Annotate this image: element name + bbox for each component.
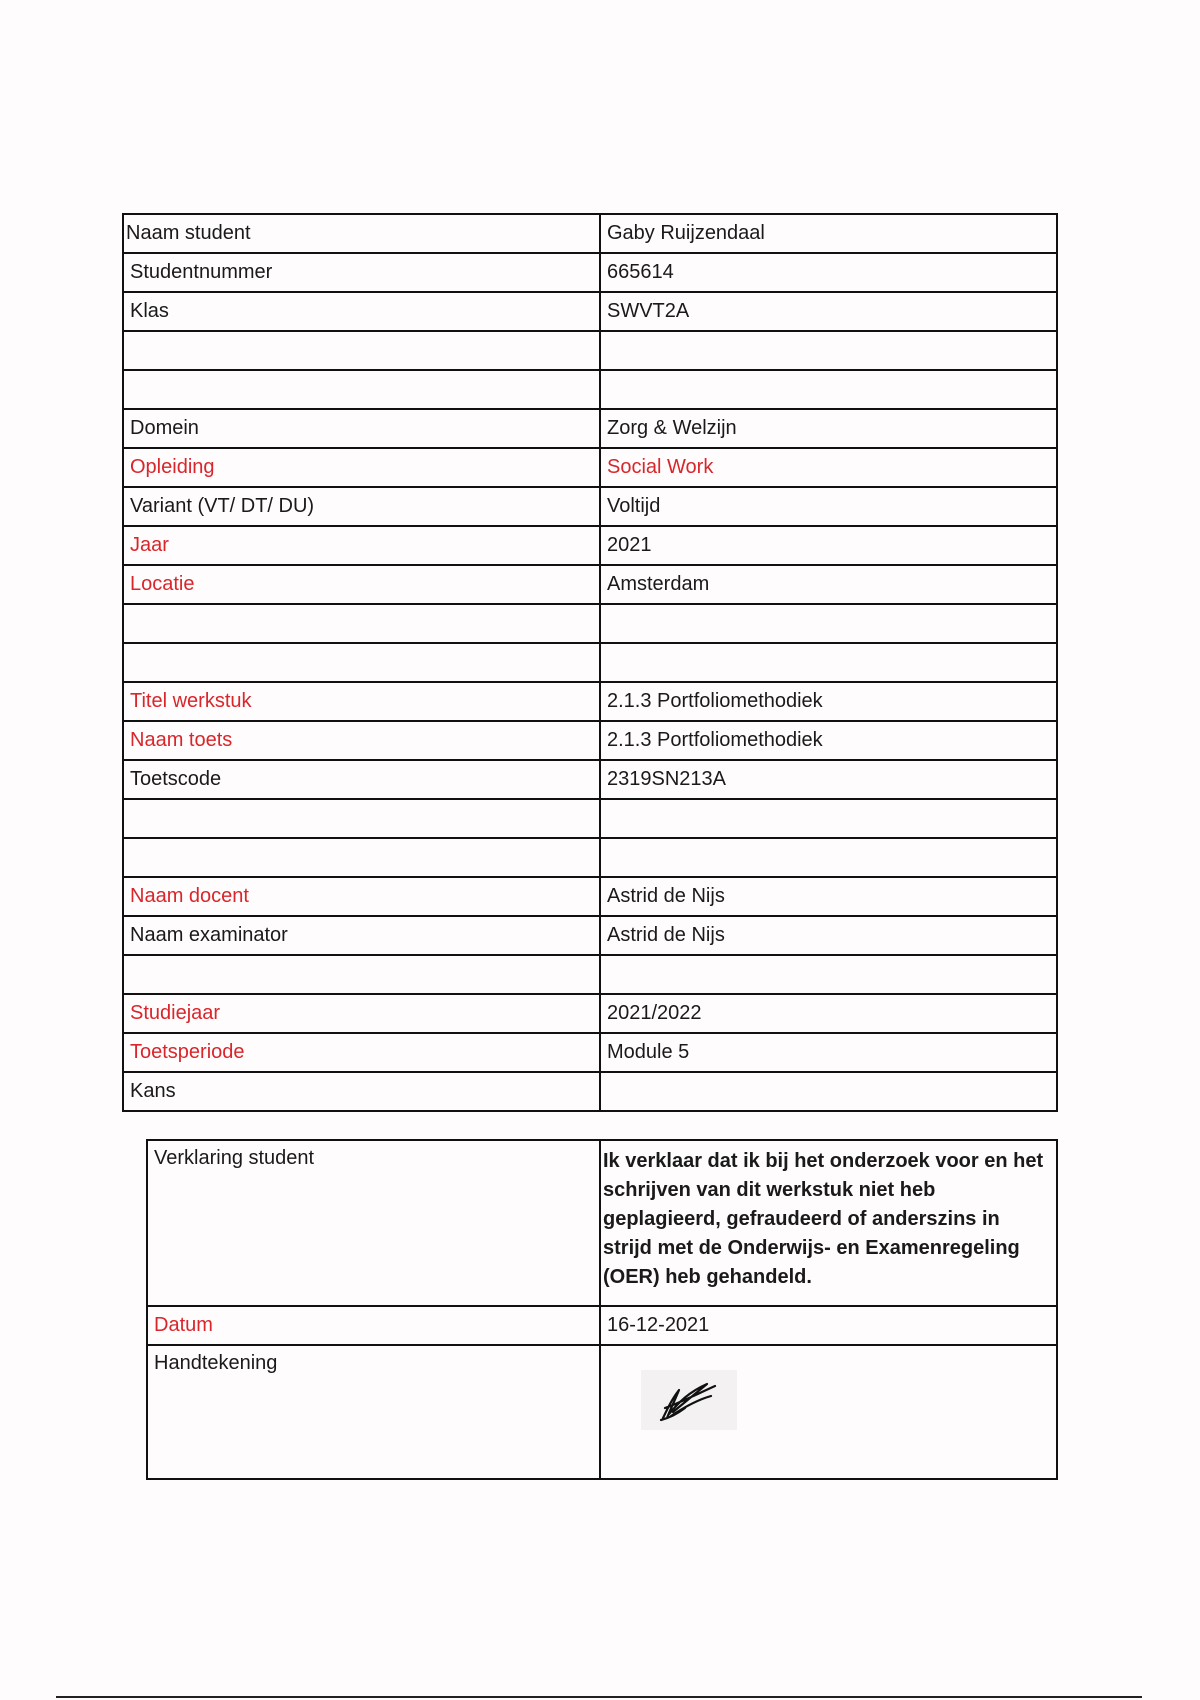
field-value-naam-toets: 2.1.3 Portfoliomethodiek <box>600 721 1057 760</box>
field-value-naam-docent: Astrid de Nijs <box>600 877 1057 916</box>
field-label-opleiding: Opleiding <box>123 448 600 487</box>
empty-cell <box>600 955 1057 994</box>
table-row <box>123 253 1057 292</box>
empty-cell <box>600 643 1057 682</box>
field-label-toetscode: Toetscode <box>123 760 600 799</box>
table-row <box>123 487 1057 526</box>
signature-icon <box>649 1374 729 1426</box>
date-value: 16-12-2021 <box>600 1306 1057 1345</box>
table-row-empty <box>123 604 1057 643</box>
empty-cell <box>123 838 600 877</box>
empty-cell <box>600 331 1057 370</box>
table-row <box>147 1306 1057 1345</box>
table-row-empty <box>123 643 1057 682</box>
table-row-empty <box>123 799 1057 838</box>
field-value-toetscode: 2319SN213A <box>600 760 1057 799</box>
declaration-text: Ik verklaar dat ik bij het onderzoek voor en het schrijven van dit werkstuk niet heb geplagieerd, gefraudeerd of anderszins in strijd met de Onderwijs- en Examenregeling (OER) heb gehandeld. <box>603 1150 1044 1288</box>
table-row <box>123 409 1057 448</box>
bottom-divider <box>56 1696 1142 1698</box>
empty-cell <box>123 643 600 682</box>
field-label-titel-werkstuk: Titel werkstuk <box>123 682 600 721</box>
signature-cell <box>600 1345 1057 1479</box>
signature-image <box>641 1370 737 1430</box>
empty-cell <box>123 331 600 370</box>
table-row <box>123 682 1057 721</box>
table-row <box>123 760 1057 799</box>
field-value-naam-student: Gaby Ruijzendaal <box>600 214 1057 253</box>
field-label-naam-docent: Naam docent <box>123 877 600 916</box>
empty-cell <box>123 955 600 994</box>
table-row <box>123 214 1057 253</box>
date-label: Datum <box>147 1306 600 1345</box>
empty-cell <box>123 370 600 409</box>
table-row <box>147 1345 1057 1479</box>
table-row <box>123 994 1057 1033</box>
field-value-variant: Voltijd <box>600 487 1057 526</box>
table-row <box>123 1033 1057 1072</box>
table-row <box>147 1140 1057 1306</box>
field-value-klas: SWVT2A <box>600 292 1057 331</box>
declaration-label: Verklaring student <box>147 1140 600 1306</box>
field-label-kans: Kans <box>123 1072 600 1111</box>
table-row <box>123 448 1057 487</box>
empty-cell <box>123 604 600 643</box>
field-label-studentnummer: Studentnummer <box>123 253 600 292</box>
table-row-empty <box>123 838 1057 877</box>
table-row-empty <box>123 331 1057 370</box>
table-row-empty <box>123 370 1057 409</box>
field-label-studiejaar: Studiejaar <box>123 994 600 1033</box>
declaration-table <box>146 1139 1058 1480</box>
field-value-naam-examinator: Astrid de Nijs <box>600 916 1057 955</box>
field-value-kans <box>600 1072 1057 1111</box>
table-row <box>123 292 1057 331</box>
table-row <box>123 565 1057 604</box>
table-row-empty <box>123 955 1057 994</box>
field-label-naam-student: Naam student <box>123 214 600 253</box>
table-row <box>123 877 1057 916</box>
field-label-klas: Klas <box>123 292 600 331</box>
empty-cell <box>600 370 1057 409</box>
empty-cell <box>123 799 600 838</box>
empty-cell <box>600 604 1057 643</box>
field-value-domein: Zorg & Welzijn <box>600 409 1057 448</box>
field-value-jaar: 2021 <box>600 526 1057 565</box>
field-label-toetsperiode: Toetsperiode <box>123 1033 600 1072</box>
empty-cell <box>600 838 1057 877</box>
empty-cell <box>600 799 1057 838</box>
table-row <box>123 1072 1057 1111</box>
field-value-opleiding: Social Work <box>600 448 1057 487</box>
field-label-locatie: Locatie <box>123 565 600 604</box>
field-value-toetsperiode: Module 5 <box>600 1033 1057 1072</box>
table-row <box>123 721 1057 760</box>
field-label-variant: Variant (VT/ DT/ DU) <box>123 487 600 526</box>
signature-label: Handtekening <box>147 1345 600 1479</box>
field-value-titel-werkstuk: 2.1.3 Portfoliomethodiek <box>600 682 1057 721</box>
field-value-locatie: Amsterdam <box>600 565 1057 604</box>
student-info-table <box>122 213 1058 1112</box>
field-label-naam-examinator: Naam examinator <box>123 916 600 955</box>
field-value-studentnummer: 665614 <box>600 253 1057 292</box>
table-row <box>123 916 1057 955</box>
field-value-studiejaar: 2021/2022 <box>600 994 1057 1033</box>
declaration-cell <box>600 1140 1057 1306</box>
table-row <box>123 526 1057 565</box>
field-label-jaar: Jaar <box>123 526 600 565</box>
field-label-naam-toets: Naam toets <box>123 721 600 760</box>
field-label-domein: Domein <box>123 409 600 448</box>
